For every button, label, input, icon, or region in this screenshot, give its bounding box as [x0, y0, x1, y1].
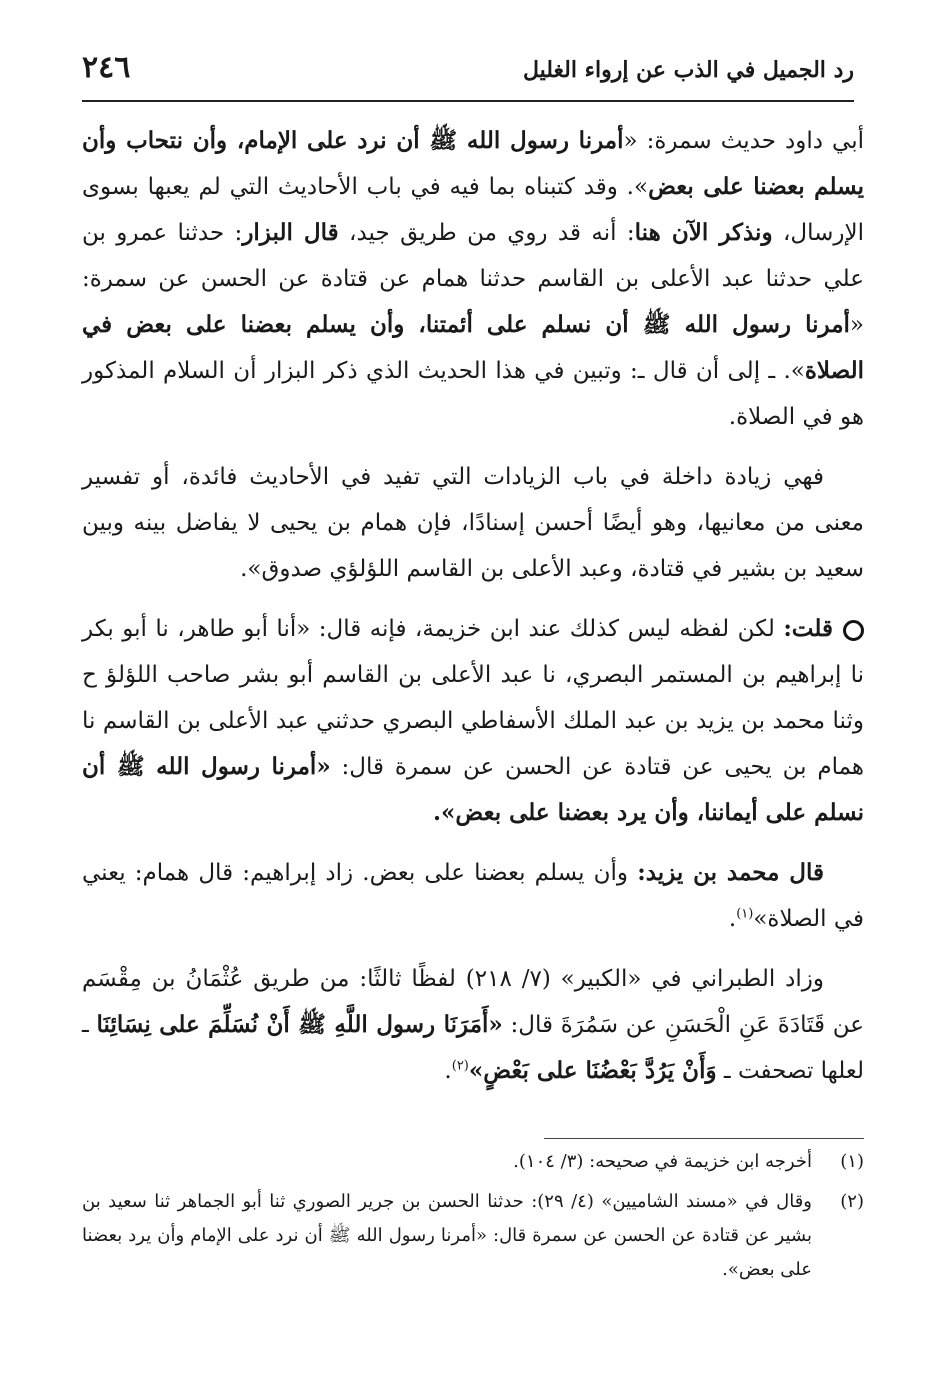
text-span: لكن لفظه ليس كذلك عند ابن خزيمة، فإنه قال: «أنا أبو طاهر، نا أبو بكر نا إبراهيم بن المستمر البصري، نا عبد الأعلى بن القاسم أبو بشر صاحب اللؤلؤ ح وثنا محمد بن يزيد بن عبد الملك الأسفاطي البصري حدثني عبد الأعلى بن القاسم نا همام بن يحيى عن قتادة عن الحسن عن سمرة قال: [82, 616, 864, 780]
text-span: ـ لعلها تصحفت ـ [82, 1012, 864, 1084]
footnote-number: (١) [840, 1151, 864, 1172]
text-span: أبي داود حديث سمرة: « [623, 128, 864, 154]
text-span: وزاد الطبراني في «الكبير» (٧/ ٢١٨) لفظًا ثالثًا: من طريق عُثْمَانُ بن مِقْسَم عن قَتَادَةَ عَنِ الْحَسَنِ عن سَمُرَةَ قال: [82, 966, 864, 1038]
page-number: ٢٤٦ [82, 50, 131, 85]
running-title: رد الجميل في الذب عن إرواء الغليل [522, 57, 854, 83]
bold-span: قال البزار [242, 219, 339, 246]
paragraph-1 [82, 118, 864, 440]
text-span: . [444, 1058, 452, 1084]
text-span: : حدثنا عمرو بن علي حدثنا عبد الأعلى بن القاسم حدثنا همام عن قتادة عن الحسن عن سمرة: « [82, 220, 864, 338]
bold-span: «أمرنا رسول الله ﷺ أن نسلم على أيماننا، وأن يرد بعضنا على بعض». [82, 753, 864, 826]
paragraph-4 [82, 850, 864, 942]
footnote-text: وقال في «مسند الشاميين» (٤/ ٢٩): حدثنا الحسن بن جرير الصوري ثنا أبو الجماهر ثنا سعيد بن بشير عن قتادة عن الحسن عن سمرة قال: «أمرنا رسول الله ﷺ أن نرد على الإمام وأن يرد بعضنا على بعض». [82, 1191, 812, 1280]
bold-span: ونذكر الآن هنا [634, 219, 773, 246]
footnote-ref[interactable]: (٢) [451, 1058, 469, 1074]
bold-span: وَأَنْ يَرُدَّ بَعْضُنَا على بَعْضٍ» [468, 1057, 717, 1084]
qultu-label: قلت: [783, 615, 833, 642]
circle-marker-icon [843, 620, 864, 641]
text-span: ». ـ إلى أن قال ـ: وتبين في هذا الحديث الذي ذكر البزار أن السلام المذكور هو في الصلاة. [82, 358, 864, 430]
text-span: : أنه قد روي من طريق جيد، [338, 220, 635, 246]
footnote-ref[interactable]: (١) [736, 906, 754, 922]
footnote-number: (٢) [840, 1191, 864, 1212]
text-span: ». وقد كتبناه بما فيه في باب الأحاديث التي لم يعبها بسوى الإرسال، [82, 174, 864, 246]
text-span: . [728, 906, 737, 932]
footnote-2 [82, 1185, 864, 1287]
paragraph-3 [82, 606, 864, 836]
paragraph-5 [82, 956, 864, 1094]
bold-span: قال محمد بن يزيد: [637, 859, 824, 886]
footnote-rule [544, 1138, 864, 1139]
header-rule [82, 100, 854, 102]
footnotes [82, 1145, 864, 1293]
bold-span: أمرنا رسول الله ﷺ أن نسلم على أئمتنا، وأن يسلم بعضنا على بعض في الصلاة [82, 311, 864, 384]
bold-span: «أَمَرَنَا رسول اللَّهِ ﷺ أَنْ نُسَلِّمَ على نِسَائِنَا [96, 1011, 503, 1038]
footnote-1 [82, 1145, 864, 1179]
bold-span: أمرنا رسول الله ﷺ أن نرد على الإمام، وأن نتحاب وأن يسلم بعضنا على بعض [82, 127, 864, 200]
paragraph-2: فهي زيادة داخلة في باب الزيادات التي تفيد في الأحاديث فائدة، أو تفسير معنى من معانيها، وهو أيضًا أحسن إسنادًا، فإن همام بن يحيى لا يفاضل بينه وبين سعيد بن بشير في قتادة، وعبد الأعلى بن القاسم اللؤلؤي صدوق». [82, 464, 864, 582]
main-text [82, 118, 864, 1108]
page-header [82, 50, 854, 100]
footnote-text: أخرجه ابن خزيمة في صحيحه: (٣/ ١٠٤). [513, 1151, 812, 1172]
text-span: وأن يسلم بعضنا على بعض. زاد إبراهيم: قال همام: يعني في الصلاة» [82, 860, 864, 932]
